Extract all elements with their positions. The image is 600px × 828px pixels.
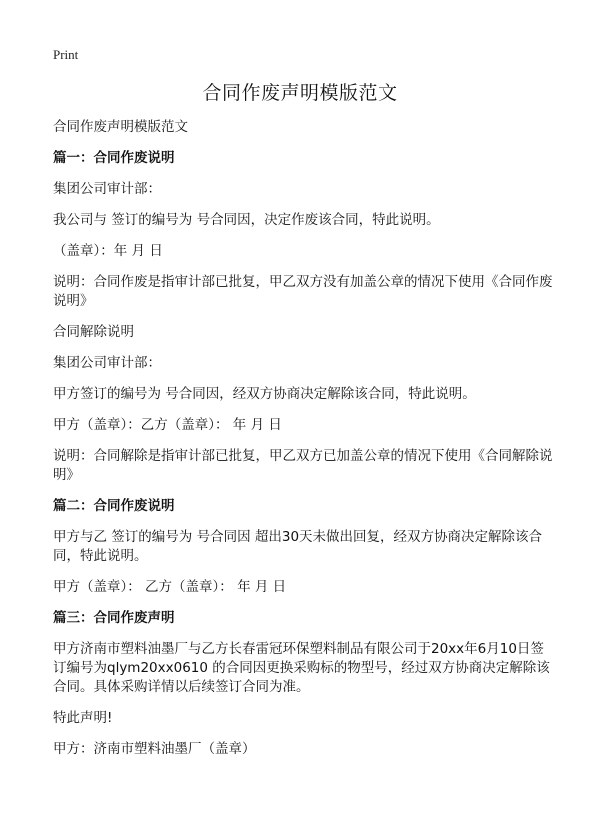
signature-line: （盖章）：年 月 日 <box>53 243 163 259</box>
subtitle-line: 合同作废声明模版范文 <box>53 119 188 135</box>
signature-line: 甲方（盖章）： 乙方（盖章）： 年 月 日 <box>53 579 287 595</box>
section-heading-3: 篇三：合同作废声明 <box>53 610 175 626</box>
paragraph: 甲方与乙 签订的编号为 号合同因 超出30天未做出回复，经双方协商决定解除该合同，特此说明。 <box>53 529 543 564</box>
document-title: 合同作废声明模版范文 <box>202 82 398 104</box>
signature-line: 甲方：济南市塑料油墨厂（盖章） <box>53 741 256 757</box>
paragraph: 我公司与 签订的编号为 号合同因，决定作废该合同，特此说明。 <box>53 212 440 228</box>
declaration-line: 特此声明! <box>53 710 113 726</box>
signature-line: 甲方（盖章）：乙方（盖章）： 年 月 日 <box>53 417 282 433</box>
print-label: Print <box>53 47 79 62</box>
note-paragraph: 说明：合同作废是指审计部已批复，甲乙双方没有加盖公章的情况下使用《合同作废说明》 <box>53 274 553 309</box>
subheading: 合同解除说明 <box>53 324 134 340</box>
section-heading-2: 篇二：合同作废说明 <box>53 498 175 514</box>
section-heading-1: 篇一：合同作废说明 <box>53 150 175 166</box>
document-body <box>53 118 553 771</box>
addressee: 集团公司审计部： <box>53 355 161 371</box>
addressee: 集团公司审计部： <box>53 181 161 197</box>
paragraph: 甲方济南市塑料油墨厂与乙方长春雷冠环保塑料制品有限公司于20xx年6月10日签订编号为qlym20xx0610 的合同因更换采购标的物型号，经过双方协商决定解除该合同。具体采购详情以后续签订合同为准。 <box>53 641 550 695</box>
paragraph: 甲方签订的编号为 号合同因，经双方协商决定解除该合同，特此说明。 <box>53 386 476 402</box>
note-paragraph: 说明：合同解除是指审计部已批复，甲乙双方已加盖公章的情况下使用《合同解除说明》 <box>53 448 553 483</box>
